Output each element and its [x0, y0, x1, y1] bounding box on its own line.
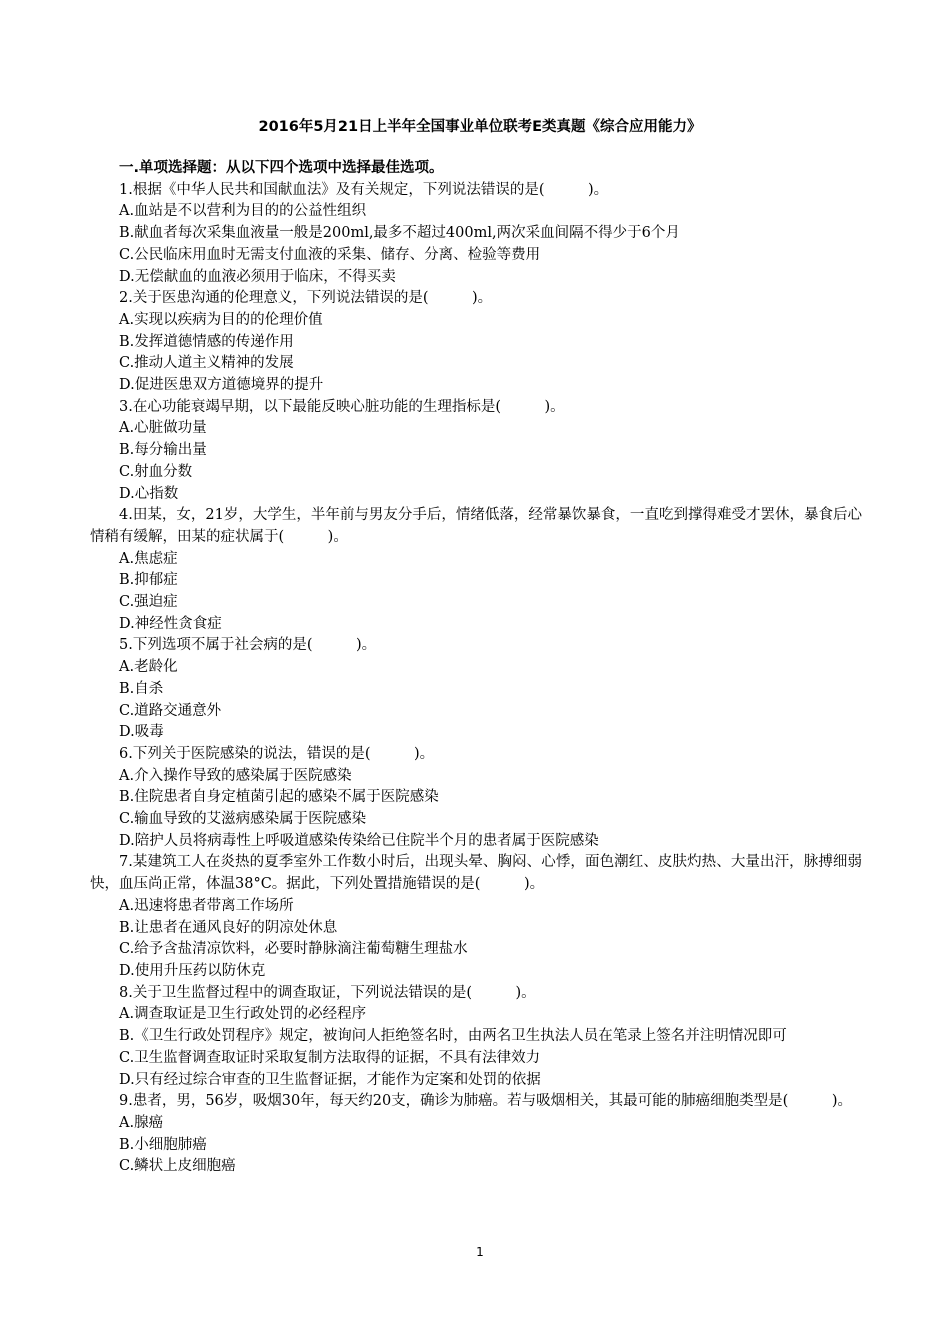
option-c: C.给予含盐清凉饮料，必要时静脉滴注葡萄糖生理盐水 [119, 941, 468, 958]
option-a: A.腺癌 [119, 1114, 164, 1131]
question-list [90, 158, 862, 1178]
question-block [90, 852, 862, 982]
option-a: A.老龄化 [119, 659, 178, 676]
option-d: D.无偿献血的血液必须用于临床，不得买卖 [119, 268, 396, 285]
option-a: A.介入操作导致的感染属于医院感染 [119, 767, 352, 784]
question-stem: 2.关于医患沟通的伦理意义，下列说法错误的是( )。 [119, 290, 493, 307]
question-stem: 9.患者，男，56岁，吸烟30年，每天约20支，确诊为肺癌。若与吸烟相关，其最可能的肺癌细胞类型是( )。 [119, 1093, 852, 1110]
option-b: B.让患者在通风良好的阴凉处休息 [119, 919, 338, 936]
option-c: C.公民临床用血时无需支付血液的采集、储存、分离、检验等费用 [119, 246, 541, 263]
option-a: A.迅速将患者带离工作场所 [119, 897, 294, 914]
option-c: C.卫生监督调查取证时采取复制方法取得的证据，不具有法律效力 [119, 1049, 541, 1066]
option-a: A.实现以疾病为目的的伦理价值 [119, 311, 323, 328]
question-stem: 1.根据《中华人民共和国献血法》及有关规定，下列说法错误的是( )。 [119, 181, 609, 198]
option-a: A.血站是不以营利为目的的公益性组织 [119, 203, 367, 220]
option-a: A.调查取证是卫生行政处罚的必经程序 [119, 1006, 367, 1023]
question-stem: 5.下列选项不属于社会病的是( )。 [119, 637, 377, 654]
option-d: D.促进医患双方道德境界的提升 [119, 377, 324, 394]
option-c: C.推动人道主义精神的发展 [119, 355, 294, 372]
question-block [90, 983, 862, 1092]
option-b: B.《卫生行政处罚程序》规定，被询问人拒绝签名时，由两名卫生执法人员在笔录上签名并注明情况即可 [119, 1028, 787, 1045]
question-block [90, 288, 862, 397]
option-b: B.住院患者自身定植菌引起的感染不属于医院感染 [119, 789, 439, 806]
option-d: D.只有经过综合审查的卫生监督证据，才能作为定案和处罚的依据 [119, 1071, 541, 1088]
question-block [90, 1091, 862, 1178]
option-c: C.射血分数 [119, 463, 193, 480]
option-b: B.每分输出量 [119, 442, 207, 459]
question-block [90, 635, 862, 744]
option-d: D.使用升压药以防休克 [119, 963, 266, 979]
section-heading: 一.单项选择题：从以下四个选项中选择最佳选项。 [119, 160, 444, 176]
page-number: 1 [476, 1245, 484, 1259]
option-b: B.自杀 [119, 680, 164, 697]
question-block [90, 397, 862, 506]
question-block [90, 505, 862, 635]
option-b: B.发挥道德情感的传递作用 [119, 333, 294, 350]
question-block [90, 180, 862, 289]
option-a: A.焦虑症 [119, 550, 178, 567]
question-stem: 8.关于卫生监督过程中的调查取证，下列说法错误的是( )。 [119, 984, 536, 1001]
question-block [90, 744, 862, 853]
document-title: 2016年5月21日上半年全国事业单位联考E类真题《综合应用能力》 [258, 119, 702, 135]
question-stem: 6.下列关于医院感染的说法，错误的是( )。 [119, 745, 435, 762]
option-c: C.道路交通意外 [119, 702, 222, 719]
question-stem: 7.某建筑工人在炎热的夏季室外工作数小时后，出现头晕、胸闷、心悸，面色潮红、皮肤灼热、大量出汗，脉搏细弱快，血压尚正常，体温38°C。据此，下列处置措施错误的是( )。 [90, 854, 862, 893]
option-c: C.鳞状上皮细胞癌 [119, 1158, 236, 1175]
option-b: B.献血者每次采集血液量一般是200ml,最多不超过400ml,两次采血间隔不得少于6个月 [119, 225, 680, 242]
option-d: D.神经性贪食症 [119, 615, 222, 632]
question-stem: 3.在心功能衰竭早期，以下最能反映心脏功能的生理指标是( )。 [119, 398, 565, 415]
option-c: C.强迫症 [119, 594, 178, 611]
option-b: B.小细胞肺癌 [119, 1136, 207, 1153]
option-d: D.陪护人员将病毒性上呼吸道感染传染给已住院半个月的患者属于医院感染 [119, 832, 599, 849]
question-stem: 4.田某，女，21岁，大学生，半年前与男友分手后，情绪低落，经常暴饮暴食，一直吃到撑得难受才罢休，暴食后心情稍有缓解，田某的症状属于( )。 [90, 507, 862, 545]
option-d: D.心指数 [119, 485, 179, 502]
option-c: C.输血导致的艾滋病感染属于医院感染 [119, 811, 367, 828]
option-b: B.抑郁症 [119, 572, 178, 589]
option-a: A.心脏做功量 [119, 420, 207, 437]
option-d: D.吸毒 [119, 724, 164, 741]
